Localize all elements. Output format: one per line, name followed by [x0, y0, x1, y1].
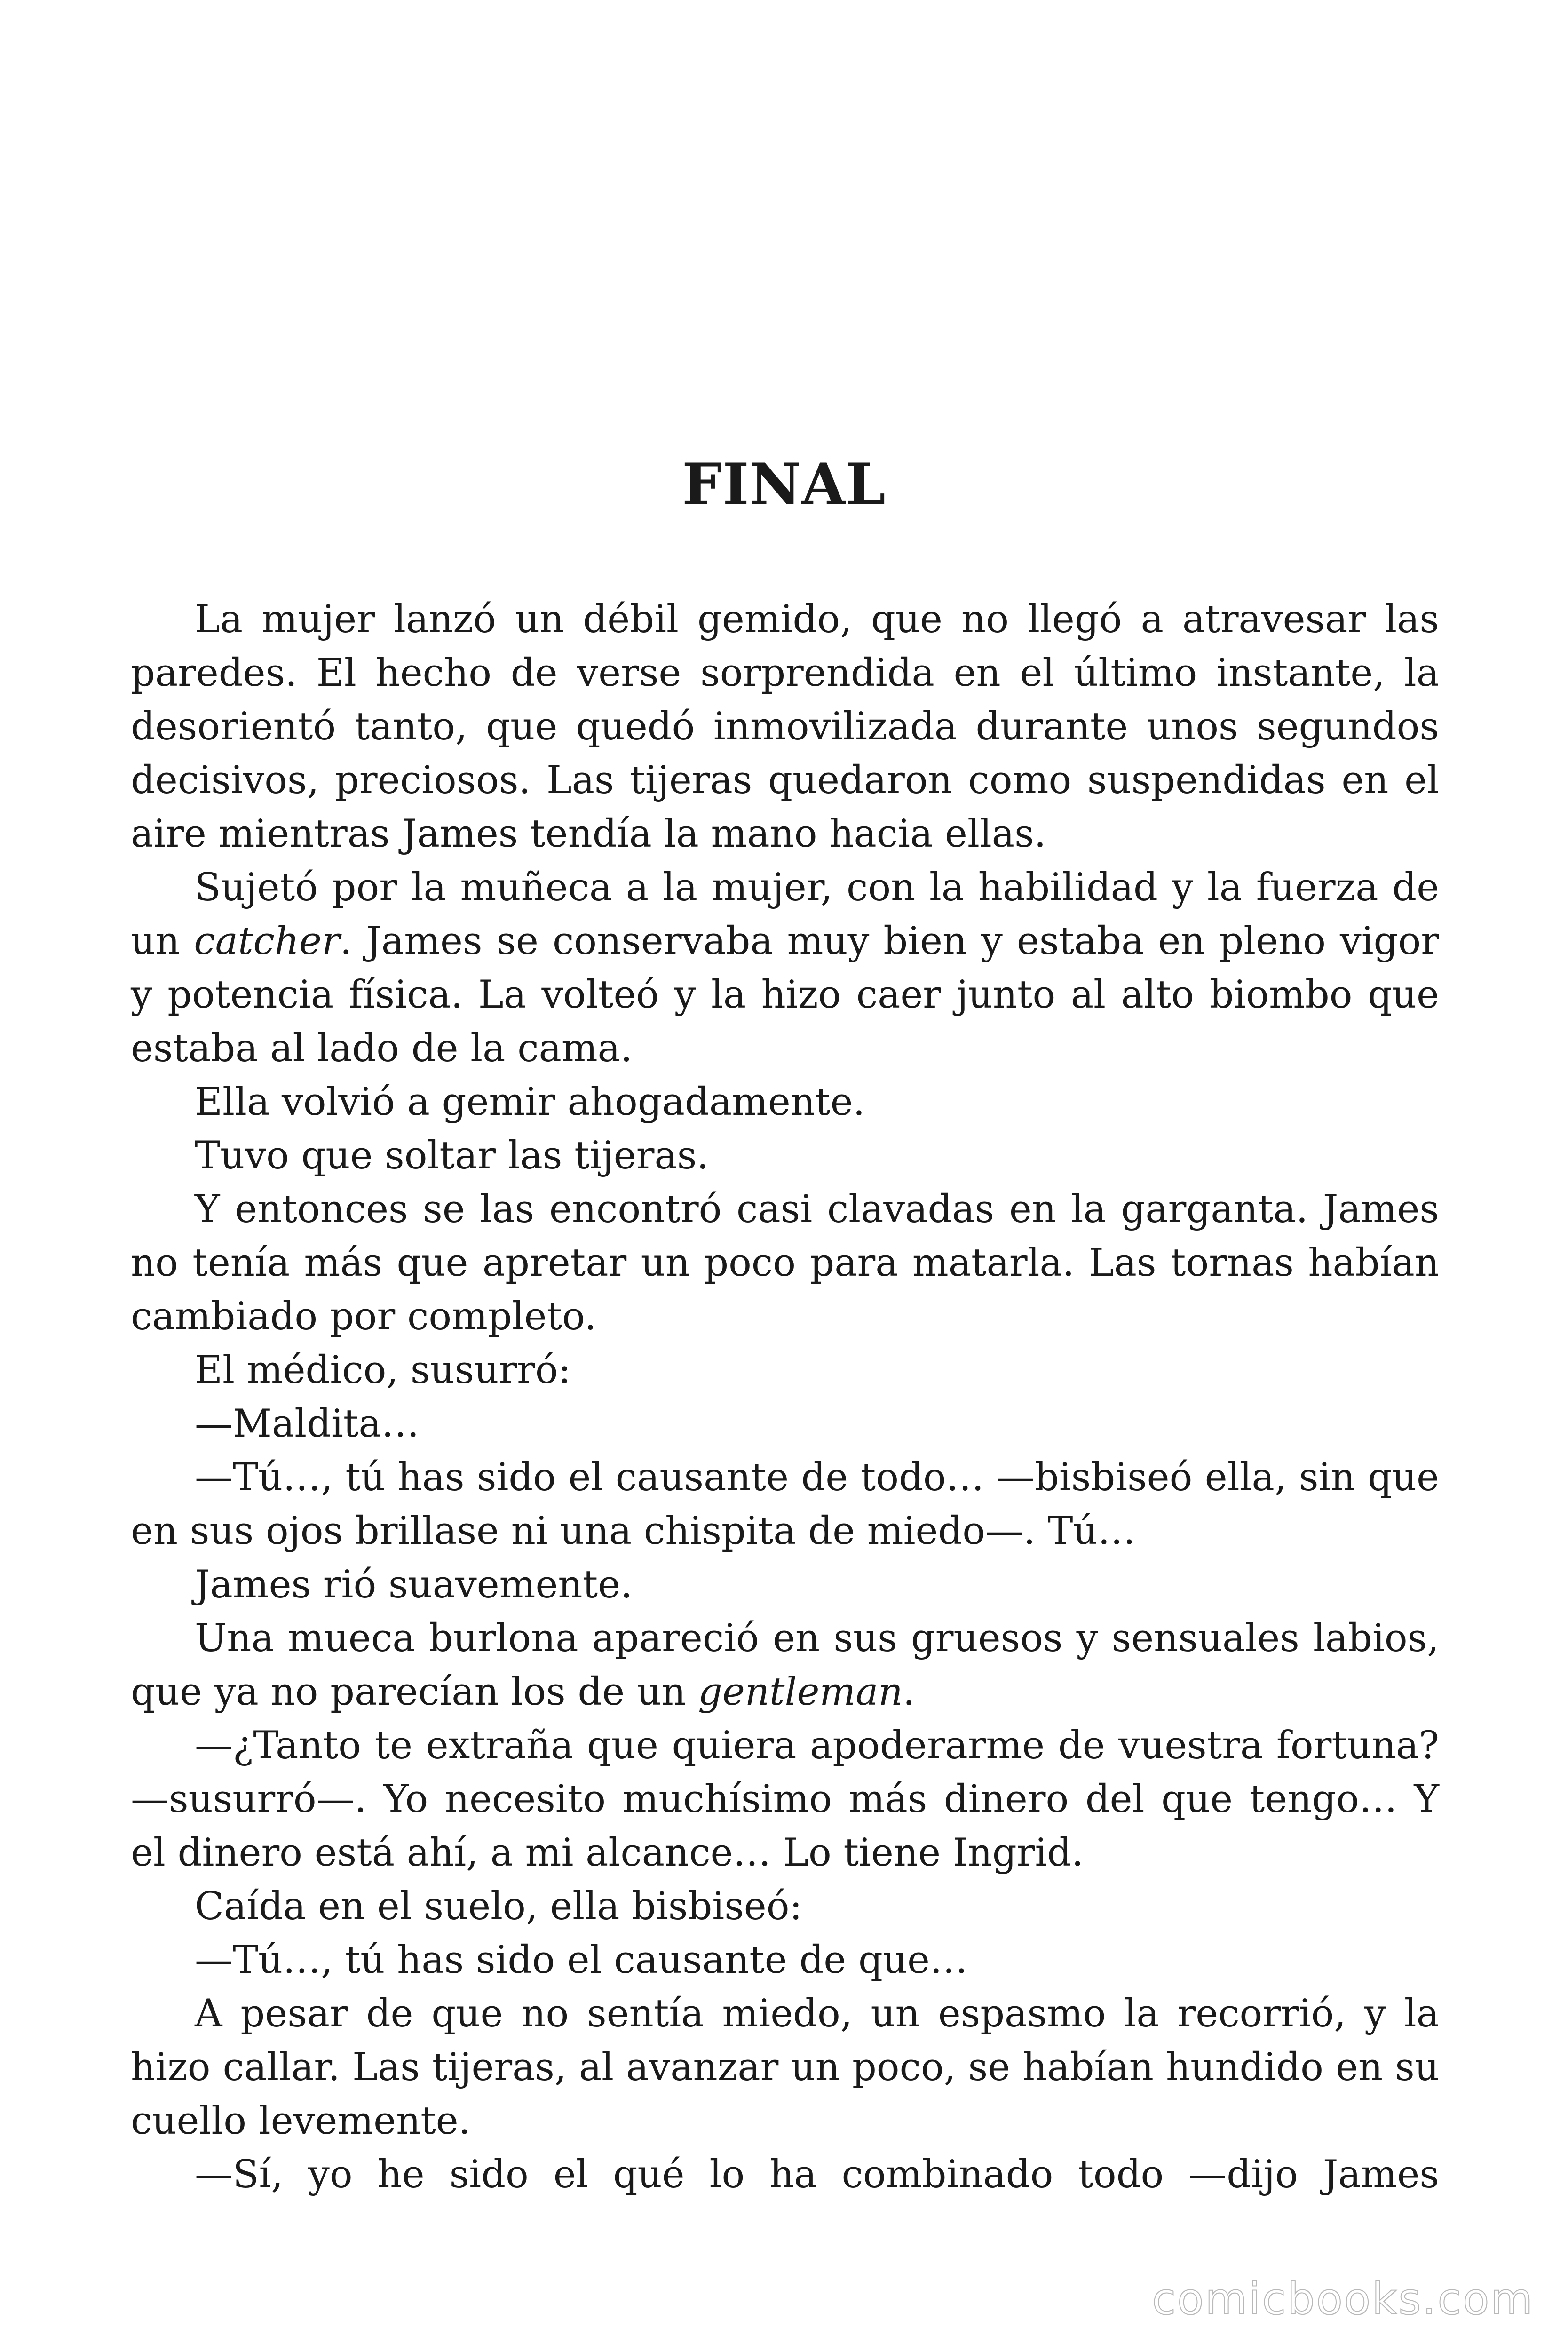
- paragraph: [131, 861, 1439, 1075]
- italic-term: gentleman: [698, 1670, 903, 1714]
- chapter-title: FINAL: [682, 451, 886, 517]
- watermark: comicbooks.com: [1152, 2274, 1534, 2324]
- paragraph: Tuvo que soltar las tijeras.: [195, 1134, 709, 1178]
- paragraph: Y entonces se las encontró casi clavadas en la garganta. James no tenía más que apretar un poco para matarla. Las tornas habían cambiado por completo.: [131, 1187, 1439, 1339]
- paragraph: —Tú…, tú has sido el causante de que…: [195, 1938, 968, 1982]
- paragraph: Caída en el suelo, ella bisbiseó:: [195, 1884, 802, 1929]
- paragraph-text: Una mueca burlona apareció en sus gruesos y sensuales labios, que ya no parecían los de un: [131, 1616, 1439, 1714]
- paragraph: —¿Tanto te extraña que quiera apoderarme de vuestra fortuna? —susurró—. Yo necesito muchísimo más dinero del que tengo… Y el dinero está ahí, a mi alcance… Lo tiene Ingrid.: [131, 1724, 1439, 1875]
- paragraph-text: Sujetó por la muñeca a la mujer, con la habilidad y la fuerza de un: [131, 866, 1439, 963]
- paragraph: [131, 1612, 1439, 1719]
- paragraph: A pesar de que no sentía miedo, un espasmo la recorrió, y la hizo callar. Las tijeras, al avanzar un poco, se habían hundido en su cuello levemente.: [131, 1992, 1439, 2143]
- paragraph: El médico, susurró:: [195, 1348, 571, 1392]
- paragraph: James rió suavemente.: [195, 1563, 633, 1607]
- paragraph: La mujer lanzó un débil gemido, que no llegó a atravesar las paredes. El hecho de verse sorprendida en el último instante, la desorientó tanto, que quedó inmovilizada durante unos segundos decisivos, preciosos. Las tijeras quedaron como suspendidas en el aire mientras James tendía la mano hacia ellas.: [131, 597, 1439, 856]
- chapter-body: [131, 593, 1439, 2201]
- paragraph: —Sí, yo he sido el qué lo ha combinado todo —dijo James: [195, 2153, 1439, 2197]
- paragraph: Ella volvió a gemir ahogadamente.: [195, 1080, 865, 1124]
- paragraph: —Tú…, tú has sido el causante de todo… —bisbiseó ella, sin que en sus ojos brillase ni una chispita de miedo—. Tú…: [131, 1455, 1439, 1553]
- paragraph: —Maldita…: [195, 1402, 420, 1446]
- italic-term: catcher: [194, 919, 340, 963]
- paragraph-text: .: [903, 1670, 915, 1714]
- paragraph-text: . James se conservaba muy bien y estaba en pleno vigor y potencia física. La volteó y la hizo caer junto al alto biombo que estaba al lado de la cama.: [131, 919, 1439, 1071]
